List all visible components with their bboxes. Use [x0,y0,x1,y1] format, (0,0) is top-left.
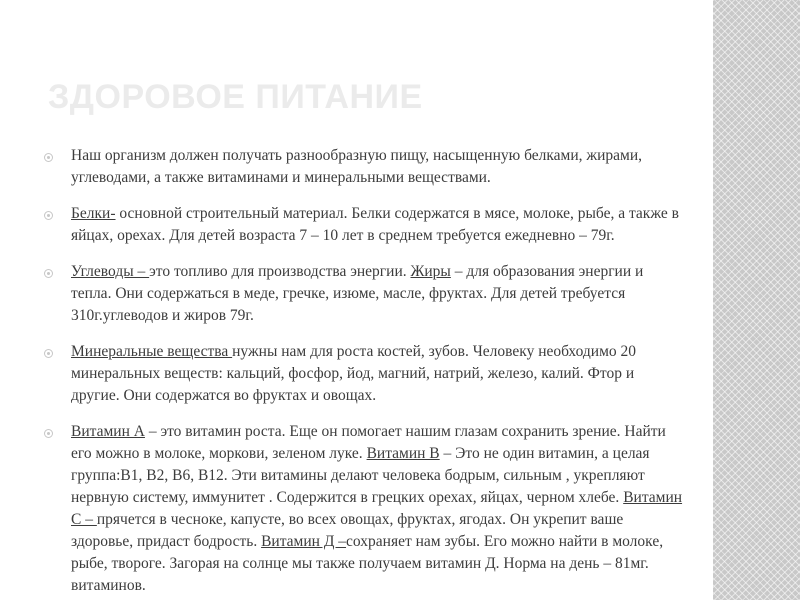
bullet-item-proteins [44,203,684,247]
bullet-circle-icon [44,153,53,162]
bullet-body: прячется в чесноке, капусте, во всех овощах, фруктах, ягодах. Он укрепит ваше здоровье, придаст бодрость. [71,511,624,550]
bullet-body: сохраняет нам зубы. Его можно найти в молоке, рыбе, твороге. Загорая на солнце мы также получаем витамин Д. Норма на день – 81мг. витаминов. [71,533,664,594]
bullet-body: – для образования энергии и тепла. Они содержаться в меде, гречке, изюме, масле, фруктах. Для детей требуется 310г.углеводов и жиров 79г. [71,263,644,324]
bullet-body: – Это не один витамин, а целая группа:В1, В2, В6, В12. Эти витамины делают человека бодрым, сильным , укрепляют нервную систему, иммунитет . Содержится в грецких орехах, яйцах, черном хлебе. [71,445,650,506]
bullet-text [71,145,684,189]
bullet-item-carbs-fats [44,261,684,327]
bullet-circle-icon [44,211,53,220]
bullet-item-vitamins [44,421,684,597]
term-vitamin-a: Витамин А [71,423,145,440]
term-vitamin-c: Витамин С – [71,489,683,528]
bullet-circle-icon [44,429,53,438]
bullet-item-intro [44,145,684,189]
bullet-text [71,203,684,247]
term-carbohydrates: Углеводы – [71,263,150,280]
term-minerals: Минеральные вещества [71,343,233,360]
slide-title: ЗДОРОВОЕ ПИТАНИЕ [48,78,423,116]
bullet-item-minerals [44,341,684,407]
bullet-text [71,421,684,597]
bullet-circle-icon [44,269,53,278]
bullet-body: Наш организм должен получать разнообразную пищу, насыщенную белками, жирами, углеводами, а также витаминами и минеральными веществами. [71,147,643,186]
bullet-body: нужны нам для роста костей, зубов. Человеку необходимо 20 минеральных веществ: кальций, фосфор, йод, магний, натрий, железо, калий. Фтор и другие. Они содержатся во фруктах и овощах. [71,343,637,404]
decorative-side-panel [713,0,800,600]
term-vitamin-d: Витамин Д – [261,533,347,550]
bullet-body: – это витамин роста. Еще он помогает нашим глазам сохранить зрение. Найти его можно в молоке, моркови, зеленом луке. [71,423,666,462]
bullet-text [71,261,684,327]
bullet-text [71,341,684,407]
bullet-body: основной строительный материал. Белки содержатся в мясе, молоке, рыбе, а также в яйцах, орехах. Для детей возраста 7 – 10 лет в среднем требуется ежедневно – 79г. [71,205,679,244]
bullet-circle-icon [44,349,53,358]
bullet-body: это топливо для производства энергии. [149,263,411,280]
bullet-list [44,145,684,600]
term-fats: Жиры [410,263,451,280]
term-vitamin-b: Витамин В [366,445,440,462]
term-proteins: Белки- [71,205,116,222]
